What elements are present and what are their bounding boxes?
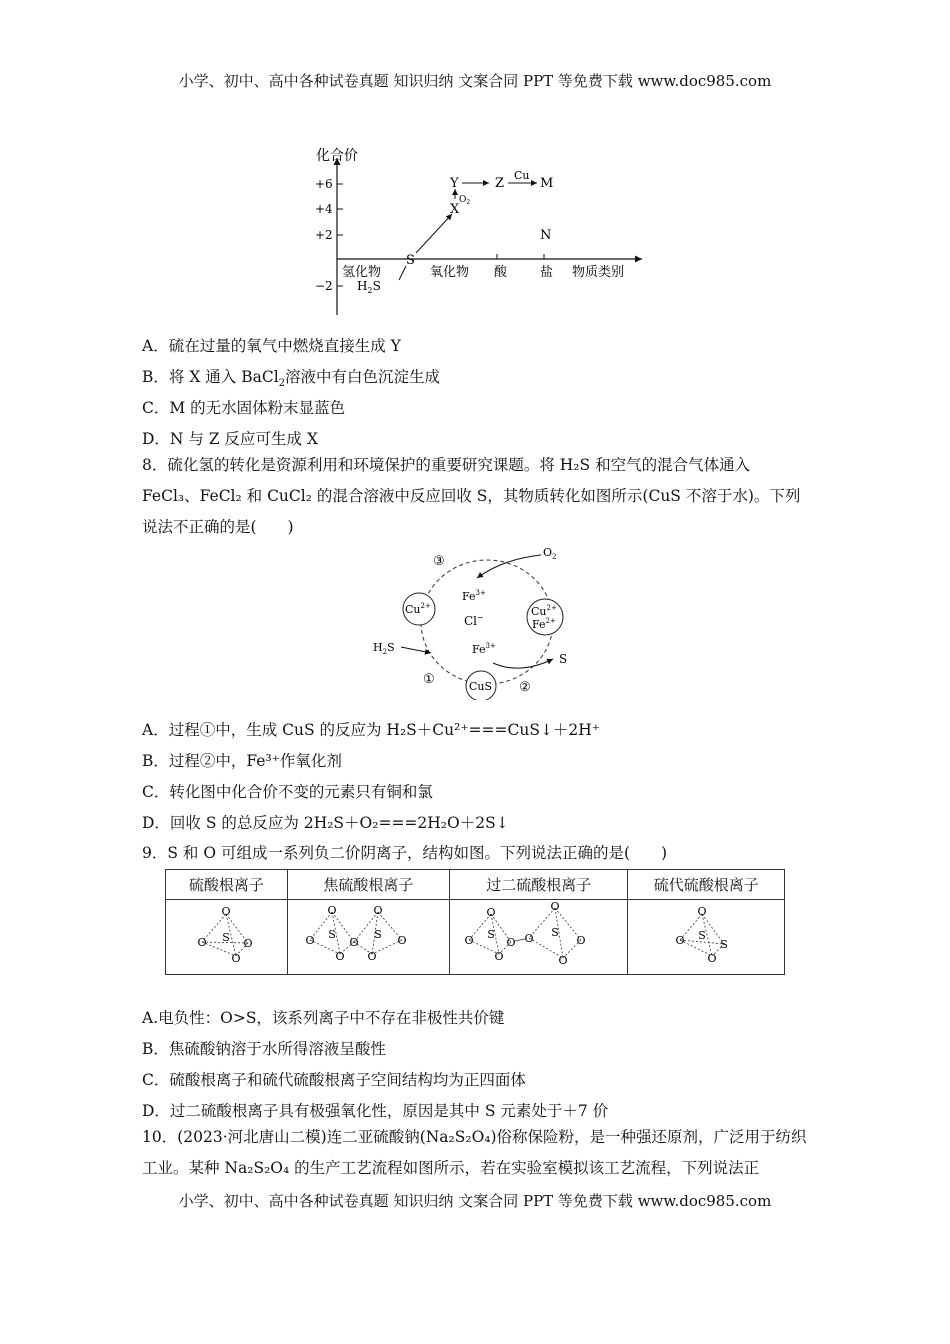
svg-text:O: O — [464, 934, 474, 947]
page-footer: 小学、初中、高中各种试卷真题 知识归纳 文案合同 PPT 等免费下载 www.doc985.com — [178, 1192, 772, 1210]
svg-text:O2: $O_2$ — [543, 546, 557, 561]
svg-text:O: O — [486, 906, 496, 919]
cycle-diagram — [365, 545, 590, 700]
svg-text:O: O — [367, 950, 377, 963]
thiosulfate-structure — [666, 902, 746, 968]
svg-text:O: O — [231, 952, 241, 965]
svg-text:O: O — [550, 900, 560, 913]
q8-option-a: A．过程①中，生成 CuS 的反应为 H₂S＋Cu²⁺===CuS↓＋2H⁺ — [142, 721, 600, 739]
svg-text:O: O — [707, 952, 717, 965]
header-pyrosulfate: 焦硫酸根离子 — [287, 870, 449, 900]
svg-text:O: O — [335, 950, 345, 963]
q7-option-b: B．将 X 通入 BaCl$_2$溶液中有白色沉淀生成 — [142, 368, 441, 390]
svg-text:S: S — [720, 938, 728, 951]
svg-text:N: N — [540, 228, 552, 243]
svg-text:S: S — [328, 928, 337, 941]
q8-option-d: D．回收 S 的总反应为 2H₂S＋O₂===2H₂O＋2S↓ — [142, 814, 509, 832]
svg-text:O: O — [576, 934, 586, 947]
svg-text:O: O — [221, 905, 231, 918]
svg-text:O: O — [327, 904, 337, 917]
category-salt: 盐 — [540, 265, 554, 280]
q7-option-c: C．M 的无水固体粉末显蓝色 — [142, 399, 346, 417]
svg-text:Fe3+: $Fe^{3+}$ — [462, 589, 486, 603]
svg-text:+4: +4 — [315, 202, 333, 216]
svg-text:O: O — [506, 936, 516, 949]
category-oxide: 氧化物 — [430, 265, 470, 280]
category-hydride: 氢化物 — [342, 265, 382, 280]
q9-option-b: B．焦硫酸钠溶于水所得溶液呈酸性 — [142, 1040, 386, 1058]
svg-text:+2: +2 — [315, 228, 333, 242]
svg-text:S: S — [406, 253, 415, 268]
svg-text:M: M — [540, 176, 554, 191]
q9-option-d: D．过二硫酸根离子具有极强氧化性，原因是其中 S 元素处于＋7 价 — [142, 1102, 609, 1120]
svg-text:O: O — [494, 950, 504, 963]
peroxodisulfate-structure — [459, 900, 619, 970]
sulfur-valence-diagram — [300, 140, 650, 320]
q9-stem: 9．S 和 O 可组成一系列负二价阴离子，结构如图。下列说法正确的是( ) — [142, 844, 668, 862]
svg-text:Y: Y — [450, 176, 459, 191]
q7-option-a: A．硫在过量的氧气中燃烧直接生成 Y — [142, 337, 401, 355]
svg-text:O: O — [697, 905, 707, 918]
svg-text:S: S — [559, 652, 568, 666]
svg-text:①: ① — [423, 672, 435, 687]
svg-text:③: ③ — [433, 554, 445, 569]
header-sulfate: 硫酸根离子 — [166, 870, 288, 900]
svg-text:S: S — [374, 928, 383, 941]
svg-text:S: S — [550, 926, 559, 939]
q9-option-c: C．硫酸根离子和硫代硫酸根离子空间结构均为正四面体 — [142, 1071, 526, 1089]
svg-text:O: O — [243, 937, 253, 950]
svg-text:O: O — [675, 934, 685, 947]
svg-text:H2S: $H_2S$ — [373, 641, 395, 656]
category-class: 物质类别 — [572, 265, 625, 280]
svg-text:Cu2+: $Cu^{2+}$ — [405, 602, 431, 616]
svg-text:O: O — [197, 936, 207, 949]
q8-option-c: C．转化图中化合价不变的元素只有铜和氯 — [142, 783, 433, 801]
page-header: 小学、初中、高中各种试卷真题 知识归纳 文案合同 PPT 等免费下载 www.doc985.com — [178, 72, 772, 90]
header-peroxodisulfate: 过二硫酸根离子 — [450, 870, 628, 900]
svg-text:O2: $O_2$ — [459, 195, 471, 206]
svg-text:O: O — [305, 934, 315, 947]
svg-text:Cu2+: $Cu^{2+}$ — [531, 604, 557, 618]
q10-stem: 10．(2023·河北唐山二模)连二亚硫酸钠(Na₂S₂O₄)俗称保险粉，是一种强还原剂，广泛用于纺织工业。某种 Na₂S₂O₄ 的生产工艺流程如图所示，若在实验室模拟该工艺流程，下列说法正 — [142, 1128, 807, 1177]
svg-text:Cu: Cu — [514, 169, 530, 182]
svg-text:CuS: CuS — [469, 680, 493, 693]
svg-text:−2: −2 — [315, 279, 333, 293]
svg-text:O: O — [524, 932, 534, 945]
q7-option-d: D．N 与 Z 反应可生成 X — [142, 430, 319, 448]
svg-text:O: O — [373, 904, 383, 917]
svg-text:Fe3+: $Fe^{3+}$ — [472, 642, 496, 656]
q9-option-a: A.电负性：O>S，该系列离子中不存在非极性共价键 — [142, 1009, 505, 1027]
svg-text:X: X — [450, 202, 460, 217]
header-thiosulfate: 硫代硫酸根离子 — [628, 870, 785, 900]
y-axis-label: 化合价 — [316, 148, 358, 164]
svg-text:+6: +6 — [315, 177, 333, 191]
svg-text:Cl−: Cl− — [464, 613, 484, 628]
ion-structure-table — [165, 869, 785, 975]
svg-text:O: O — [349, 936, 359, 949]
svg-text:S: S — [222, 931, 231, 944]
svg-text:S: S — [486, 928, 495, 941]
pyrosulfate-structure — [298, 902, 438, 968]
svg-text:②: ② — [519, 680, 531, 695]
svg-text:Z: Z — [495, 176, 505, 191]
svg-text:O: O — [558, 954, 568, 967]
svg-text:S: S — [698, 929, 706, 942]
svg-text:H2S: $H_2S$ — [357, 279, 381, 295]
sulfate-structure — [186, 902, 266, 968]
svg-text:O: O — [397, 934, 407, 947]
q8-option-b: B．过程②中，Fe³⁺作氧化剂 — [142, 752, 342, 770]
category-acid: 酸 — [494, 265, 508, 280]
q8-stem: 8．硫化氢的转化是资源利用和环境保护的重要研究课题。将 H₂S 和空气的混合气体通入 FeCl₃、FeCl₂ 和 CuCl₂ 的混合溶液中反应回收 S，其物质转化如图所示(CuS 不溶于水)。下列说法不正确的是( ) — [142, 456, 801, 536]
svg-text:Fe2+: $Fe^{2+}$ — [532, 617, 556, 631]
